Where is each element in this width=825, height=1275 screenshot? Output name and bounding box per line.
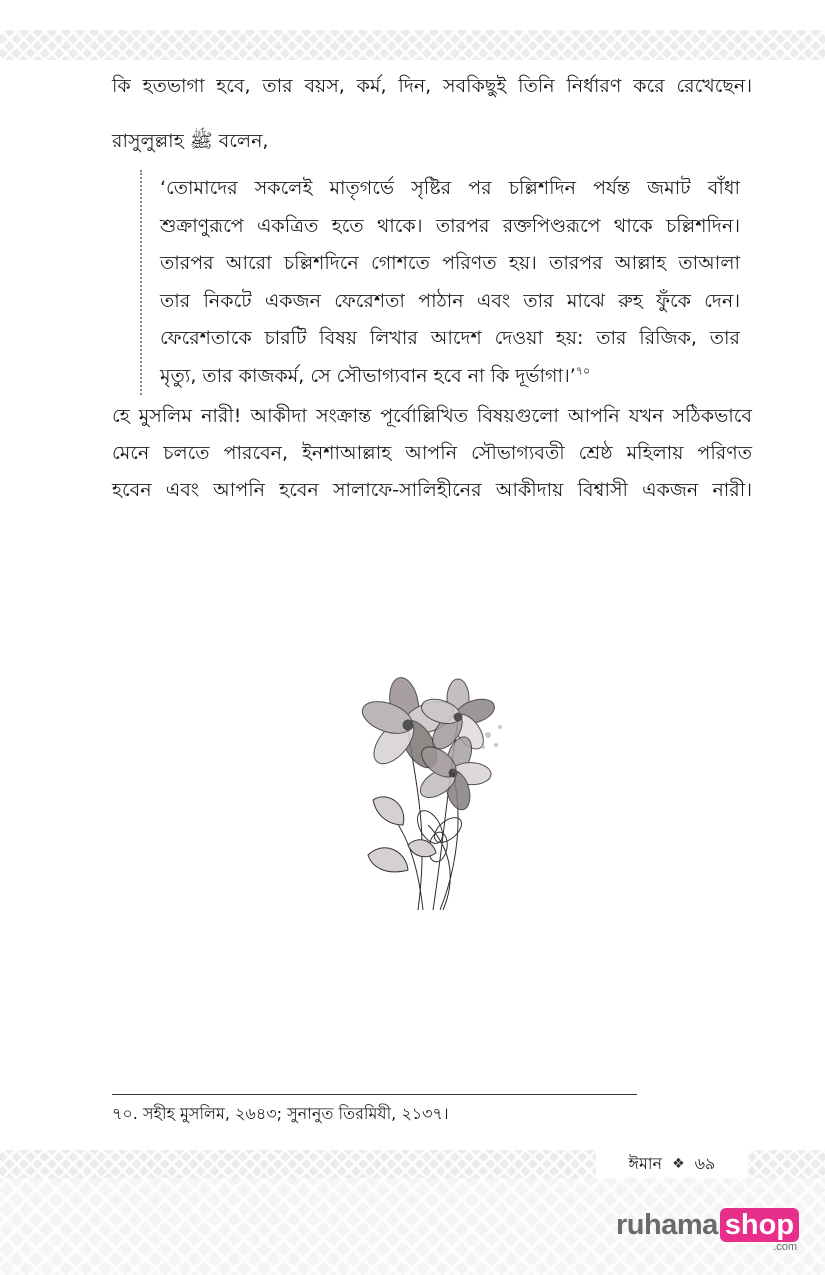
logo-shop-box	[720, 1208, 799, 1253]
hadith-intro: রাসুলুল্লাহ ﷺ বলেন,	[112, 130, 269, 152]
flower-illustration	[348, 675, 518, 915]
ruhamashop-logo[interactable]	[616, 1208, 799, 1253]
quote-line: শুক্রাণুরূপে একত্রিত হতে থাকে। তারপর রক্তপিণ্ডরূপে থাকে চল্লিশদিন।	[160, 214, 740, 237]
quote-line-last	[160, 358, 740, 396]
footnote-text: ৭০. সহীহ মুসলিম, ২৬৪৩; সুনানুত তিরমিযী, ২১৩৭।	[112, 1104, 449, 1123]
running-title: ঈমান	[628, 1153, 663, 1173]
body-line-1: কি হতভাগা হবে, তার বয়স, কর্ম, দিন, সবকিছুই তিনি নির্ধারণ করে রেখেছেন।	[112, 75, 752, 97]
top-ornament-band	[0, 30, 825, 60]
logo-word-ruhama: ruhama	[616, 1209, 718, 1241]
quote-line: ‘তোমাদের সকলেই মাতৃগর্ভে সৃষ্টির পর চল্লিশদিন পর্যন্ত জমাট বাঁধা	[160, 177, 740, 199]
quote-line: তার নিকটে একজন ফেরেশতা পাঠান এবং তার মাঝে রুহ ফুঁকে দেন।	[160, 289, 740, 312]
quote-line: ফেরেশতাকে চারটি বিষয় লিখার আদেশ দেওয়া হয়: তার রিজিক, তার	[160, 327, 740, 349]
quote-line-text: মৃত্যু, তার কাজকর্ম, সে সৌভাগ্যবান হবে না কি দূর্ভাগা।’	[160, 364, 576, 387]
logo-word-shop: shop	[720, 1208, 799, 1242]
page-number: ৬৯	[694, 1153, 716, 1173]
running-footer	[596, 1150, 748, 1178]
footnote-ref[interactable]: ৭০	[575, 364, 591, 378]
closing-line: হে মুসলিম নারী! আকীদা সংক্রান্ত পূর্বোল্লিখিত বিষয়গুলো আপনি যখন সঠিকভাবে	[112, 405, 752, 427]
footnote-divider	[112, 1094, 637, 1095]
logo-word-com: .com	[773, 1241, 798, 1253]
closing-line: হবেন এবং আপনি হবেন সালাফে-সালিহীনের আকীদায় বিশ্বাসী একজন নারী।	[112, 479, 752, 501]
closing-line: মেনে চলতে পারবেন, ইনশাআল্লাহ আপনি সৌভাগ্যবতী শ্রেষ্ঠ মহিলায় পরিণত	[112, 442, 752, 464]
quote-line: তারপর আরো চল্লিশদিনে গোশতে পরিণত হয়। তারপর আল্লাহ তাআলা	[160, 252, 740, 274]
ornament-icon: ❖	[672, 1156, 685, 1172]
hadith-quote	[140, 170, 740, 395]
